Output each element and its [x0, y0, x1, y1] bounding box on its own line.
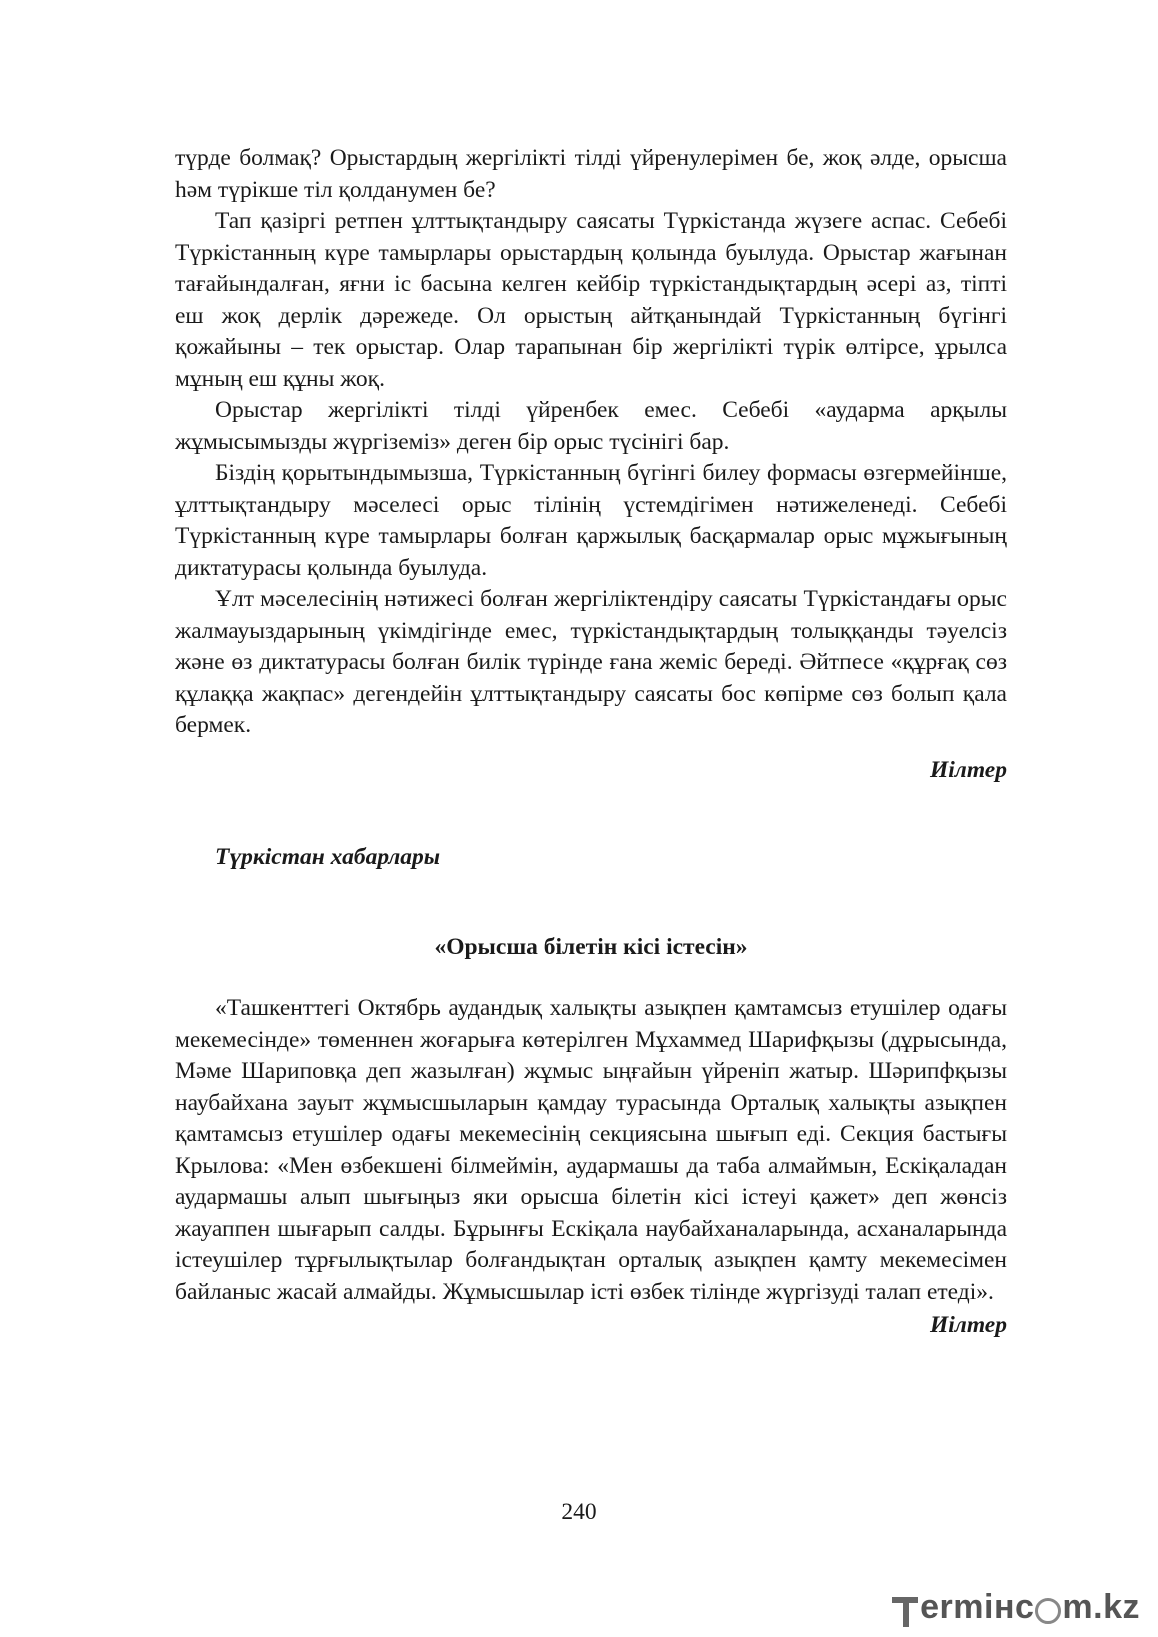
paragraph: Тап қазіргі ретпен ұлттықтандыру саясаты Түркістанда жүзеге аспас. Себебі Түркістанның күре тамырлары орыстардың қолында буылуда. Орыстар жағынан тағайындалған, яғни іс басына келген кейбір түркістандықтардың әсері аз, тіпті еш жоқ дерлік дәрежеде. Ол орыстың айтқанындай Түркістанның бүгінгі қожайыны – тек орыстар. Олар тарапынан бір жергілікті түрік өлтірсе, ұрылса мұның еш құны жоқ. — [175, 208, 1007, 392]
ring-icon — [1035, 1598, 1061, 1624]
watermark-text-2: m.kz — [1062, 1588, 1140, 1626]
page-content — [175, 143, 1007, 1342]
watermark-logo — [892, 1588, 1140, 1627]
paragraph: Біздің қорытындымызша, Түркістанның бүгінгі билеу формасы өзгермейінше, ұлттықтандыру мәселесі орыс тілінің үстемдігімен нәтижеленеді. Себебі Түркістанның күре тамырлары болған қаржылық басқармалар орыс мұжығының диктатурасы қолында буылуда. — [175, 460, 1007, 581]
article-title: «Орысша білетін кісі істесін» — [434, 933, 748, 960]
section-title: Түркістан хабарлары — [215, 844, 441, 870]
paragraph: Орыстар жергілікті тілді үйренбек емес. Себебі «аударма арқылы жұмысымызды жүргіземіз» деген бір орыс түсінігі бар. — [175, 397, 1007, 455]
watermark-text-1: ermінc — [920, 1588, 1035, 1626]
page-number: 240 — [561, 1499, 597, 1525]
paragraph-continuation: түрде болмақ? Орыстардың жергілікті тілді үйренулерімен бе, жоқ әлде, орысша һәм түрікше тіл қолданумен бе? — [175, 145, 1007, 203]
author-signature: Иілтер — [929, 756, 1007, 783]
author-signature: Иілтер — [929, 1312, 1007, 1338]
paragraph: Ұлт мәселесінің нәтижесі болған жергіліктендіру саясаты Түркістандағы орыс жалмауыздарының үкімдігінде емес, түркістандықтардың толыққанды тәуелсіз және өз диктатурасы болған билік түрінде ғана жеміс береді. Әйтпесе «құрғақ сөз құлаққа жақпас» дегендейін ұлттықтандыру саясаты бос көпірме сөз болып қала бермек. — [175, 586, 1007, 738]
t-logo-icon — [892, 1593, 918, 1627]
paragraph: «Ташкенттегі Октябрь аудандық халықты азықпен қамтамсыз етушілер одағы мекемесінде» төменнен жоғарыға көтерілген Мұхаммед Шарифқызы (дұрысында, Мәме Шариповқа деп жазылған) жұмыс ыңғайын үйреніп жатыр. Шәрипфқызы наубайхана зауыт жұмысшыларын қамдау турасында Орталық халықты азықпен қамтамсыз етушілер одағы мекемесінің секциясына шығып еді. Секция бастығы Крылова: «Мен өзбекшені білмеймін, аудармашы да таба алмаймын, Ескіқаладан аудармашы алып шығыңыз яки орысша білетін кісі істеуі қажет» деп жөнсіз жауаппен шығарып салды. Бұрынғы Ескіқала наубайханаларында, асханаларында істеушілер тұрғылықтылар болғандықтан орталық азықпен қамту мекемесімен байланыс жасай алмайды. Жұмысшылар істі өзбек тілінде жүргізуді талап етеді». — [175, 995, 1007, 1305]
